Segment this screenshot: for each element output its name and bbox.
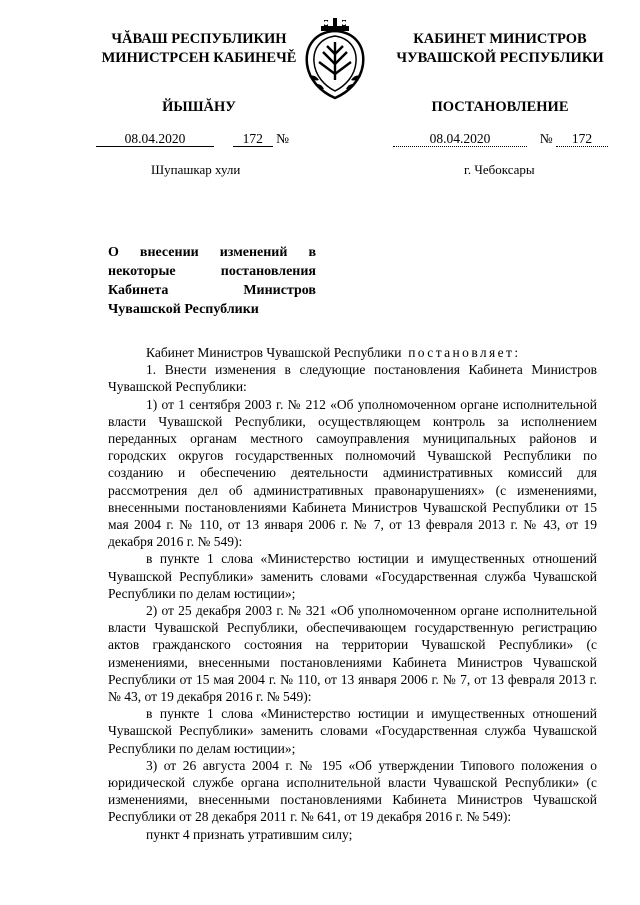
intro-paragraph [108,344,597,361]
header-left [84,30,314,68]
paragraph-7: пункт 4 признать утратившим силу; [146,826,353,842]
paragraph-4: 2) от 25 декабря 2003 г. № 321 «Об уполномоченном органе исполнительной власти Чувашской Республики, обеспечивающем государственную регистрацию актов гражданского состояния на территории Чувашской Республики» (с изменениями, внесенными постановлениями Кабинета Министров Чувашской Республики от 15 мая 2004 г. № 110, от 13 января 2006 г. № 7, от 13 февраля 2013 г. № 43, от 19 декабря 2016 г. № 549): [108,603,597,705]
document-subject: О внесении изменений в некоторые постановления Кабинета Министров Чувашской Республики [108,245,316,317]
number-field-left: 172 [233,131,273,147]
header-right-line-1: КАБИНЕТ МИНИСТРОВ [413,31,587,47]
number-sign-right: № [539,131,553,146]
number-sign-left: № [276,131,290,146]
document-body [108,344,597,843]
paragraph-6: 3) от 26 августа 2004 г. № 195 «Об утверждении Типового положения о юридической службе органа исполнительной власти Чувашской Республики» (с изменениями, внесенными постановлениями Кабинета Министров Чувашской Республики от 28 декабря 2011 г. № 641, от 19 декабря 2016 г. № 549): [108,757,597,825]
doc-type-left: ЙЫШĂНУ [162,99,236,115]
header-left-line-2: МИНИСТРСЕН КАБИНЕЧĚ [101,50,297,66]
header-right-line-2: ЧУВАШСКОЙ РЕСПУБЛИКИ [396,50,604,66]
place-right: г. Чебоксары [464,162,535,177]
header-right [380,30,620,68]
intro-prefix: Кабинет Министров Чувашской Республики [146,345,402,360]
date-line-right [393,131,608,147]
chuvash-emblem-icon [299,18,371,100]
paragraph-3: в пункте 1 слова «Министерство юстиции и имущественных отношений Чувашской Республики» заменить словами «Государственная служба Чувашской Республики по делам юстиции»; [108,551,597,601]
paragraph-1: 1. Внести изменения в следующие постановления Кабинета Министров Чувашской Республики: [108,362,597,395]
paragraph-5: в пункте 1 слова «Министерство юстиции и имущественных отношений Чувашской Республики» заменить словами «Государственная служба Чувашской Республики по делам юстиции»; [108,706,597,756]
date-field-left: 08.04.2020 [96,131,214,147]
date-field-right: 08.04.2020 [393,131,527,147]
number-field-right: 172 [556,131,608,147]
header-left-line-1: ЧĂВАШ РЕСПУБЛИКИН [111,31,287,47]
place-left: Шупашкар хули [151,162,241,177]
doc-type-right: ПОСТАНОВЛЕНИЕ [431,99,569,115]
date-line-left [96,131,289,147]
intro-verb: постановляет: [408,345,521,360]
paragraph-2: 1) от 1 сентября 2003 г. № 212 «Об уполномоченном органе исполнительной власти Чувашской Республики, осуществляющем контроль за исполнением переданных органам местного самоуправления муниципальных районов и городских округов государственных полномочий Чувашской Республики по созданию и обеспечению деятельности административных комиссий для рассмотрения дел об административных правонарушениях» (с изменениями, внесенными постановлениями Кабинета Министров Чувашской Республики от 15 мая 2004 г. № 110, от 13 января 2006 г. № 7, от 13 февраля 2013 г. № 43, от 19 декабря 2016 г. № 549): [108,396,597,550]
